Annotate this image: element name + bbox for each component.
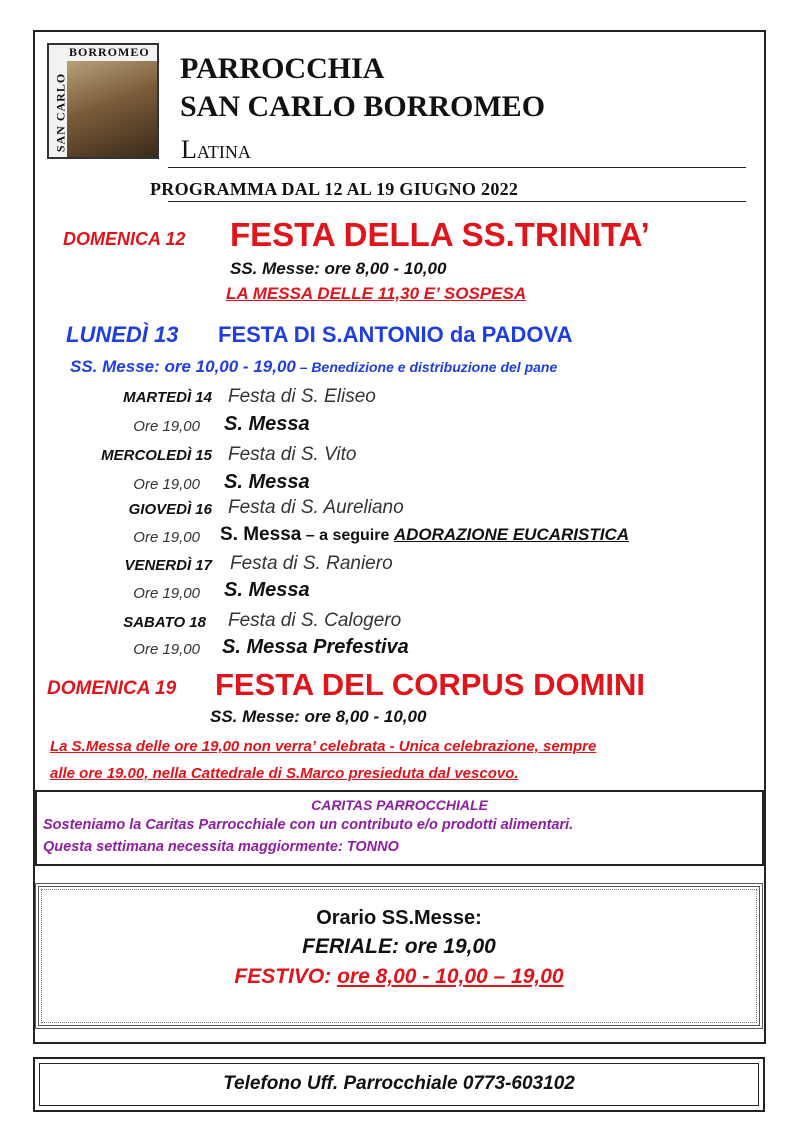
header-city: Latina — [181, 135, 251, 164]
domenica19-note2: alle ore 19.00, nella Cattedrale di S.Marco presieduta dal vescovo. — [50, 765, 519, 782]
caritas-line1: Sosteniamo la Caritas Parrocchiale con un contributo e/o prodotti alimentari. — [43, 817, 574, 833]
feriale-value: ore 19,00 — [398, 935, 496, 958]
orario-feriale — [39, 935, 759, 959]
week-extra: – a seguire — [301, 527, 394, 544]
parish-logo — [47, 43, 159, 159]
header-parrocchia: PARROCCHIA — [180, 52, 385, 85]
telefono-box — [33, 1057, 765, 1112]
week-time: Ore 19,00 — [133, 418, 200, 435]
week-time: Ore 19,00 — [133, 585, 200, 602]
adorazione-eucaristica: ADORAZIONE EUCARISTICA — [393, 525, 629, 544]
caritas-title: CARITAS PARROCCHIALE — [311, 797, 488, 813]
domenica19-day: DOMENICA 19 — [47, 678, 177, 699]
caritas-box — [35, 790, 764, 866]
telefono-text: Telefono Uff. Parrocchiale 0773-603102 — [223, 1073, 575, 1094]
header-divider — [168, 167, 746, 168]
orario-title: Orario SS.Messe: — [316, 907, 482, 929]
domenica19-note1: La S.Messa delle ore 19,00 non verra’ celebrata - Unica celebrazione, sempre — [50, 738, 597, 755]
week-day: SABATO 18 — [123, 614, 206, 631]
orario-festivo — [39, 965, 759, 989]
domenica12-messe: SS. Messe: ore 8,00 - 10,00 — [230, 259, 447, 278]
week-feast: Festa di S. Aureliano — [228, 497, 404, 518]
week-day: MARTEDÌ 14 — [123, 389, 212, 406]
week-day: MERCOLEDÌ 15 — [101, 447, 212, 464]
week-time: Ore 19,00 — [133, 529, 200, 546]
week-mass: S. Messa — [224, 413, 310, 435]
domenica12-sospesa: LA MESSA DELLE 11,30 E’ SOSPESA — [226, 284, 527, 303]
lunedi13-day: LUNEDÌ 13 — [66, 322, 179, 347]
week-mass: S. Messa — [220, 524, 302, 545]
logo-side-text: SAN CARLO — [53, 72, 68, 153]
week-day: VENERDÌ 17 — [124, 557, 212, 574]
week-feast: Festa di S. Vito — [228, 444, 357, 465]
domenica12-title: FESTA DELLA SS.TRINITA’ — [230, 216, 650, 253]
caritas-line2: Questa settimana necessita maggiormente: TONNO — [43, 839, 399, 855]
week-mass: S. Messa Prefestiva — [222, 636, 409, 658]
week-time: Ore 19,00 — [133, 476, 200, 493]
programma-divider — [168, 201, 746, 202]
week-feast: Festa di S. Eliseo — [228, 386, 376, 407]
domenica19-title: FESTA DEL CORPUS DOMINI — [215, 667, 646, 702]
festivo-value: ore 8,00 - 10,00 – 19,00 — [337, 965, 564, 988]
week-mass-line — [220, 524, 629, 546]
header-parish-name: SAN CARLO BORROMEO — [180, 90, 546, 123]
week-time: Ore 19,00 — [133, 641, 200, 658]
week-feast: Festa di S. Calogero — [228, 610, 402, 631]
programma-title: PROGRAMMA DAL 12 AL 19 GIUGNO 2022 — [150, 179, 519, 199]
logo-top-text: BORROMEO — [69, 45, 150, 59]
festivo-label: FESTIVO: — [234, 965, 332, 988]
orario-box — [35, 883, 763, 1029]
domenica12-day: DOMENICA 12 — [63, 229, 186, 249]
lunedi13-extra: – Benedizione e distribuzione del pane — [295, 359, 558, 375]
saint-portrait — [67, 61, 157, 157]
domenica19-messe: SS. Messe: ore 8,00 - 10,00 — [210, 707, 427, 726]
feriale-label: FERIALE: — [302, 935, 399, 958]
week-feast: Festa di S. Raniero — [230, 553, 393, 574]
lunedi13-messe-line — [70, 357, 557, 377]
lunedi13-messe: SS. Messe: ore 10,00 - 19,00 — [70, 357, 296, 376]
week-day: GIOVEDÌ 16 — [128, 501, 212, 518]
week-mass: S. Messa — [224, 471, 310, 493]
lunedi13-title: FESTA DI S.ANTONIO da PADOVA — [218, 322, 573, 347]
week-mass: S. Messa — [224, 579, 310, 601]
